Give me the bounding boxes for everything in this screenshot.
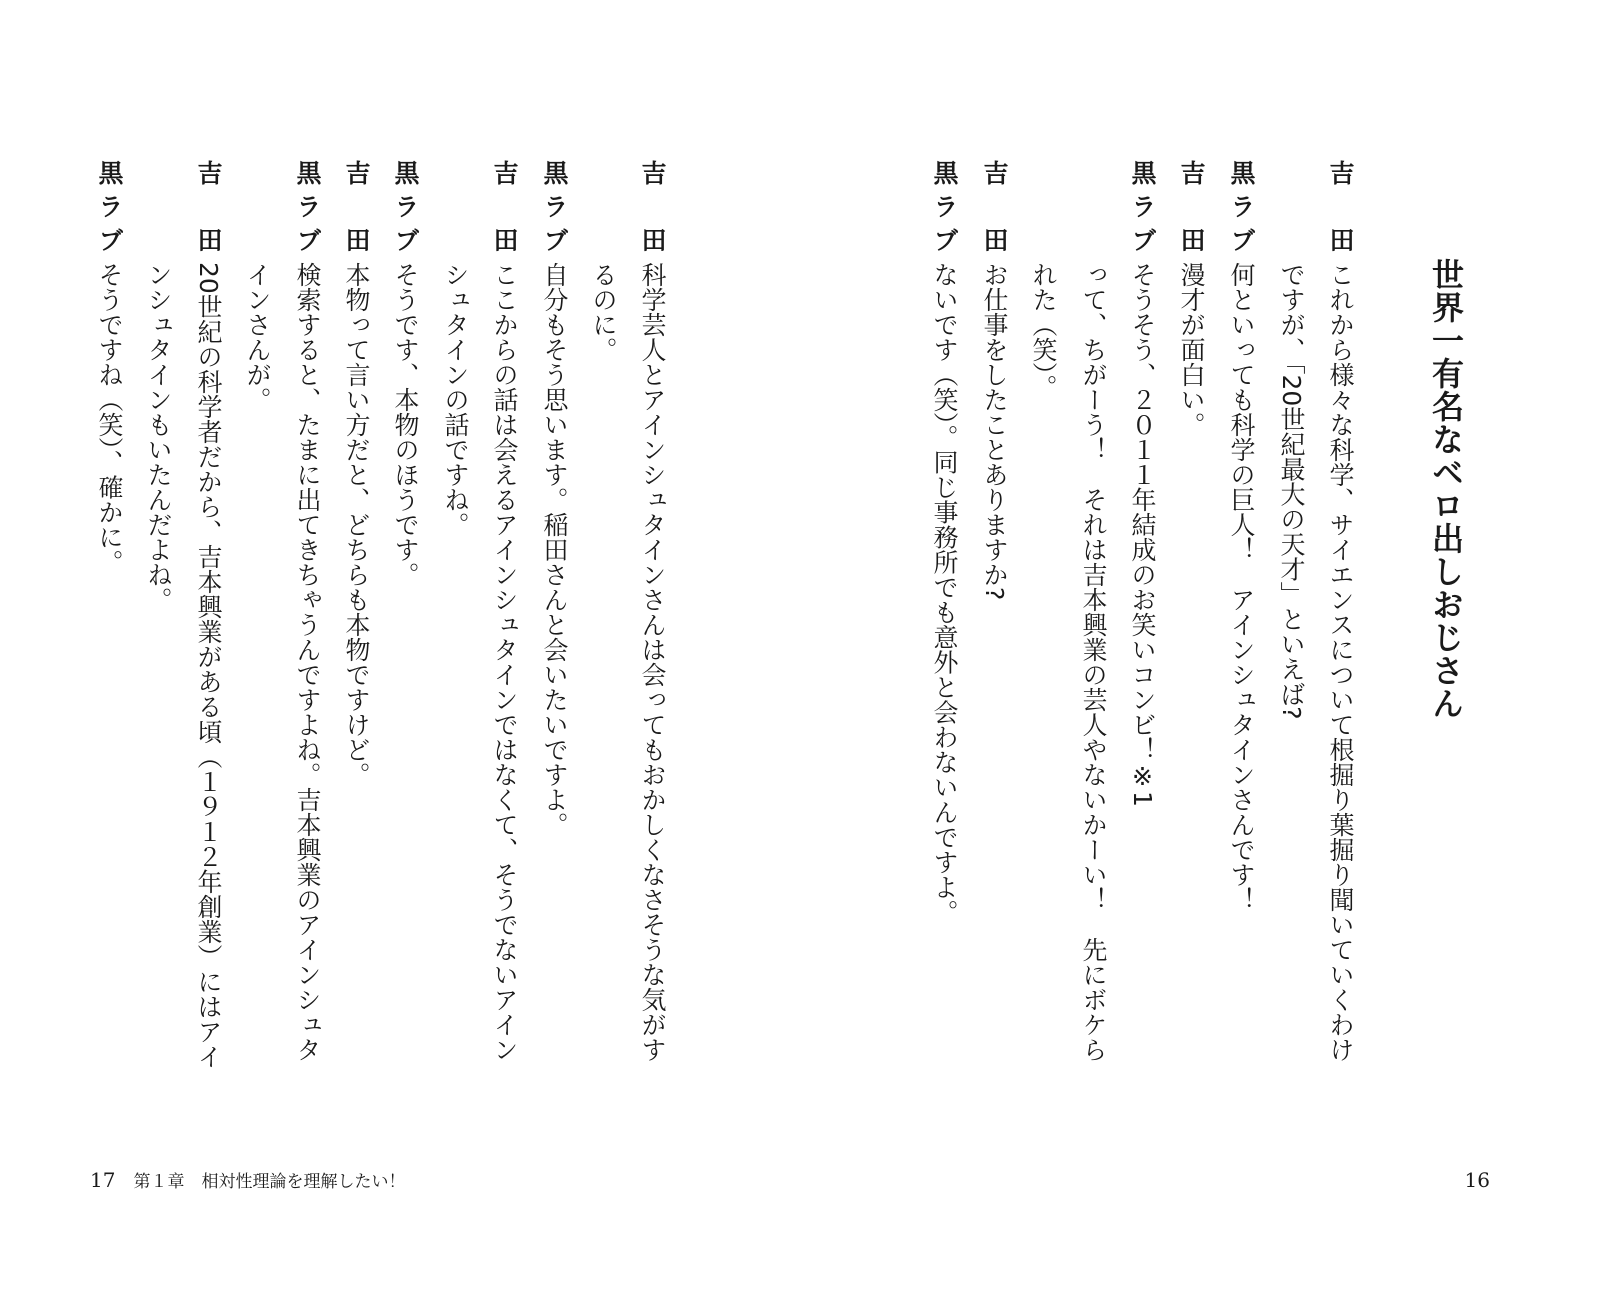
dialogue-line <box>437 160 471 1120</box>
speaker-label: 黒ラブ <box>1128 160 1157 252</box>
dialogue-line <box>634 160 668 1120</box>
speaker-label: 黒ラブ <box>1227 160 1256 252</box>
dialogue-line <box>140 160 174 1120</box>
dialogue-line <box>91 160 125 1120</box>
dialogue-line <box>585 160 619 1120</box>
dialogue-text: 本物って言い方だと、どちらも本物ですけど。 <box>342 262 371 787</box>
speaker-label <box>585 160 619 252</box>
dialogue-line <box>289 160 323 1120</box>
dialogue-line <box>926 160 960 1120</box>
speaker-label <box>1025 160 1059 252</box>
speaker-label: 黒ラブ <box>540 160 569 252</box>
dialogue-text: そうそう、２０１１年結成のお笑いコンビ！※1 <box>1128 262 1157 807</box>
dialogue-text: そうです、本物のほうです。 <box>391 262 420 587</box>
speaker-label <box>1075 160 1109 252</box>
dialogue-text: 20世紀の科学者だから、吉本興業がある頃（１９１２年創業）にはアイ <box>194 262 223 1069</box>
speaker-label <box>140 160 174 252</box>
dialogue-text: これから様々な科学、サイエンスについて根掘り葉掘り聞いていくわけ <box>1326 262 1355 1062</box>
dialogue-text: ンシュタインもいたんだよね。 <box>144 262 173 612</box>
speaker-label: 吉 田 <box>1177 160 1206 252</box>
dialogue-text: るのに。 <box>589 262 618 362</box>
dialogue-line <box>190 160 224 1120</box>
section-title: 世界一有名なベロ出しおじさん <box>1427 258 1465 720</box>
dialogue-text: 科学芸人とアインシュタインさんは会ってもおかしくなさそうな気がす <box>638 262 667 1062</box>
dialogue-text: 何といっても科学の巨人！ アインシュタインさんです！ <box>1227 262 1256 912</box>
dialogue-text: 自分もそう思います。稲田さんと会いたいですよ。 <box>540 262 569 837</box>
dialogue-line <box>1075 160 1109 1120</box>
dialogue-text: 検索すると、たまに出てきちゃうんですよね。吉本興業のアインシュタ <box>293 262 322 1062</box>
speaker-label: 吉 田 <box>980 160 1009 252</box>
dialogue-text: シュタインの話ですね。 <box>441 262 470 537</box>
dialogue-line <box>239 160 273 1120</box>
dialogue-line <box>1223 160 1257 1120</box>
dialogue-text: って、ちがーう！ それは吉本興業の芸人やないかーい！ 先にボケら <box>1079 262 1108 1062</box>
dialogue-line <box>976 160 1010 1120</box>
speaker-label: 黒ラブ <box>930 160 959 252</box>
dialogue-line <box>536 160 570 1120</box>
dialogue-text: ですが、「20世紀最大の天才」といえば? <box>1277 262 1306 720</box>
speaker-label: 吉 田 <box>1326 160 1355 252</box>
dialogue-line <box>1124 160 1158 1120</box>
dialogue-text: お仕事をしたことありますか? <box>980 262 1009 601</box>
chapter-title: 第１章 相対性理論を理解したい！ <box>133 1172 406 1192</box>
dialogue-text: インさんが。 <box>243 262 272 412</box>
dialogue-text: ないです（笑）。同じ事務所でも意外と会わないんですよ。 <box>930 262 959 925</box>
dialogue-line <box>1173 160 1207 1120</box>
dialogue-text: れた（笑）。 <box>1029 262 1058 400</box>
page-number: 16 <box>1464 1168 1490 1192</box>
running-footer <box>90 1170 405 1191</box>
dialogue-line <box>1322 160 1356 1120</box>
dialogue-text: 漫才が面白い。 <box>1177 262 1206 437</box>
dialogue-line <box>1273 160 1307 1120</box>
speaker-label: 吉 田 <box>490 160 519 252</box>
dialogue-line <box>486 160 520 1120</box>
speaker-label: 吉 田 <box>342 160 371 252</box>
speaker-label <box>437 160 471 252</box>
dialogue-text: そうですね（笑）、確かに。 <box>95 262 124 575</box>
speaker-label: 吉 田 <box>194 160 223 252</box>
speaker-label: 吉 田 <box>638 160 667 252</box>
speaker-label: 黒ラブ <box>293 160 322 252</box>
speaker-label: 黒ラブ <box>391 160 420 252</box>
page-number: 17 <box>90 1168 116 1192</box>
dialogue-text: ここからの話は会えるアインシュタインではなくて、そうでないアイン <box>490 262 519 1062</box>
dialogue-line <box>387 160 421 1120</box>
speaker-label <box>239 160 273 252</box>
speaker-label <box>1273 160 1307 252</box>
dialogue-line <box>1025 160 1059 1120</box>
speaker-label: 黒ラブ <box>95 160 124 252</box>
dialogue-line <box>338 160 372 1120</box>
